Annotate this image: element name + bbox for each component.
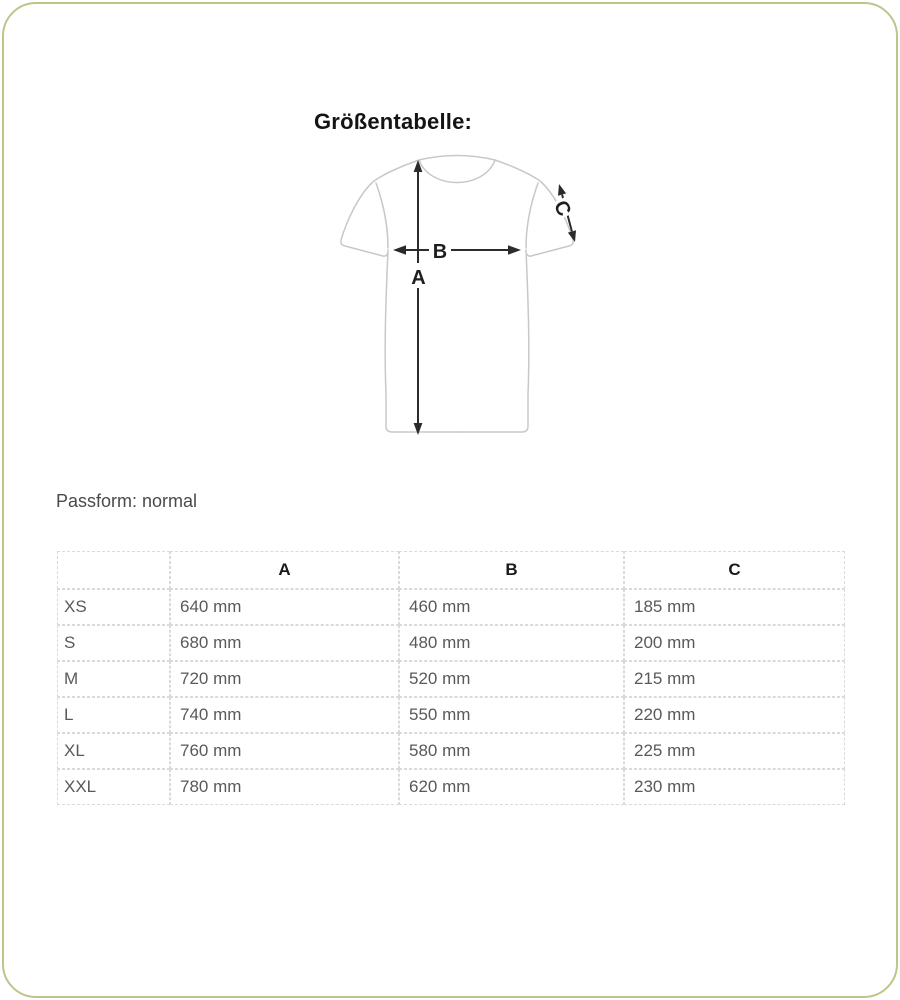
table-row bbox=[57, 625, 845, 661]
size-cell: L bbox=[57, 697, 170, 733]
tshirt-size-diagram bbox=[332, 146, 582, 446]
value-cell-b: 460 mm bbox=[399, 589, 624, 625]
shirt-left-side bbox=[341, 160, 457, 432]
table-row bbox=[57, 769, 845, 805]
sleeve-seam-right bbox=[526, 183, 538, 248]
value-cell-b: 620 mm bbox=[399, 769, 624, 805]
table-row bbox=[57, 697, 845, 733]
value-cell-b: 580 mm bbox=[399, 733, 624, 769]
measure-label-a: A bbox=[411, 267, 426, 289]
table-row bbox=[57, 661, 845, 697]
arrow-b bbox=[393, 238, 521, 263]
value-cell-a: 640 mm bbox=[170, 589, 399, 625]
value-cell-c: 200 mm bbox=[624, 625, 845, 661]
fit-label: Passform: normal bbox=[56, 491, 198, 511]
value-cell-b: 480 mm bbox=[399, 625, 624, 661]
value-cell-c: 185 mm bbox=[624, 589, 845, 625]
collar-outer bbox=[419, 156, 495, 161]
col-header-size bbox=[57, 551, 170, 589]
value-cell-b: 520 mm bbox=[399, 661, 624, 697]
col-header-c: C bbox=[624, 551, 845, 589]
table-row bbox=[57, 589, 845, 625]
table-header-row bbox=[57, 551, 845, 589]
table-row bbox=[57, 733, 845, 769]
value-cell-b: 550 mm bbox=[399, 697, 624, 733]
value-cell-a: 720 mm bbox=[170, 661, 399, 697]
value-cell-a: 740 mm bbox=[170, 697, 399, 733]
size-cell: S bbox=[57, 625, 170, 661]
size-cell: XL bbox=[57, 733, 170, 769]
measure-label-c: C bbox=[549, 197, 576, 220]
col-header-a: A bbox=[170, 551, 399, 589]
value-cell-a: 680 mm bbox=[170, 625, 399, 661]
arrow-c bbox=[548, 184, 577, 242]
col-header-b: B bbox=[399, 551, 624, 589]
size-table bbox=[57, 551, 845, 805]
value-cell-c: 220 mm bbox=[624, 697, 845, 733]
page-title: Größentabelle: bbox=[314, 109, 473, 134]
value-cell-a: 780 mm bbox=[170, 769, 399, 805]
value-cell-c: 225 mm bbox=[624, 733, 845, 769]
shirt-outline bbox=[341, 156, 576, 433]
size-cell: M bbox=[57, 661, 170, 697]
sleeve-seam-left bbox=[376, 183, 388, 248]
arrow-a bbox=[408, 160, 429, 435]
shirt-right-side bbox=[457, 160, 576, 432]
measure-label-b: B bbox=[432, 241, 448, 263]
value-cell-c: 230 mm bbox=[624, 769, 845, 805]
size-cell: XXL bbox=[57, 769, 170, 805]
size-cell: XS bbox=[57, 589, 170, 625]
collar-inner bbox=[419, 160, 495, 183]
value-cell-c: 215 mm bbox=[624, 661, 845, 697]
value-cell-a: 760 mm bbox=[170, 733, 399, 769]
